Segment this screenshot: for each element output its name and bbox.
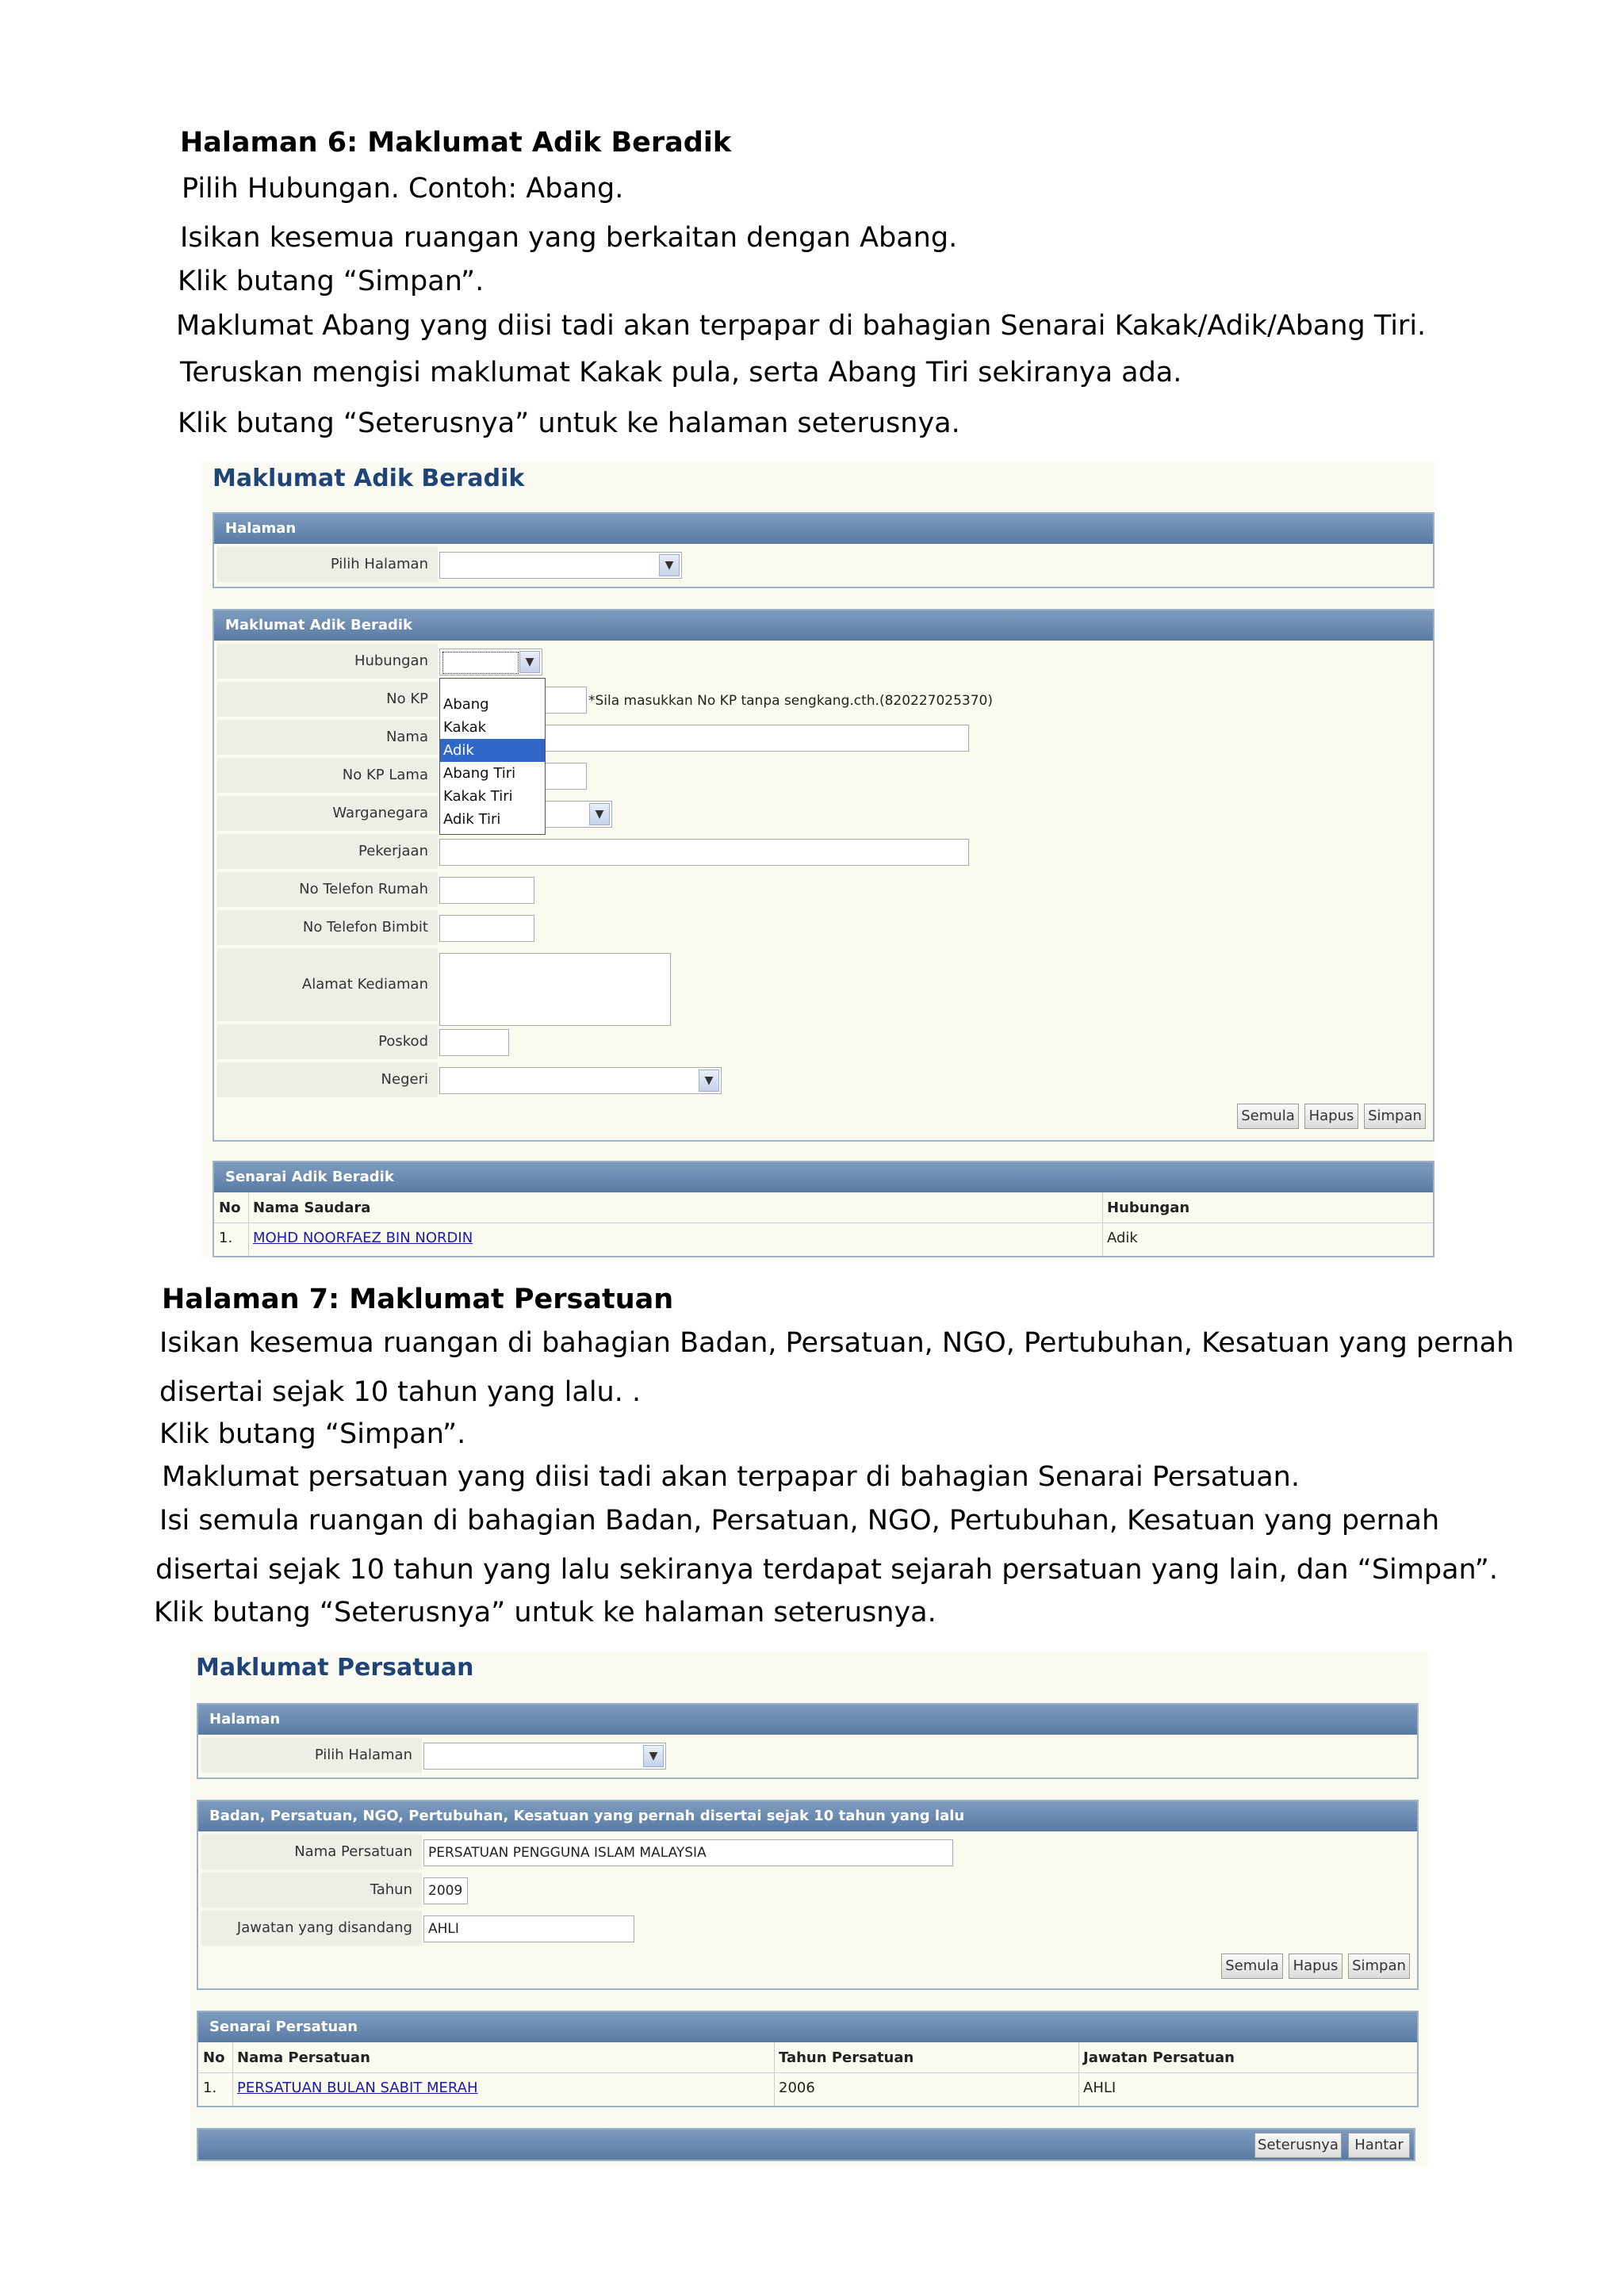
pilih-halaman-select[interactable]	[439, 552, 682, 579]
nama-persatuan-link[interactable]: PERSATUAN BULAN SABIT MERAH	[237, 2080, 478, 2096]
poskod-input[interactable]	[439, 1029, 509, 1056]
column-divider	[1078, 2042, 1079, 2106]
simpan-button[interactable]: Simpan	[1348, 1954, 1410, 1979]
jawatan-label: Jawatan yang disandang	[201, 1911, 422, 1946]
panel-header: Senarai Adik Beradik	[214, 1162, 1433, 1192]
instruction-line: Maklumat Abang yang diisi tadi akan terpapar di bahagian Senarai Kakak/Adik/Abang Tiri.	[176, 310, 1427, 342]
column-header: No	[203, 2049, 225, 2066]
footer-bar	[197, 2128, 1415, 2161]
row-divider	[198, 2072, 1417, 2073]
hapus-button[interactable]: Hapus	[1304, 1104, 1358, 1129]
pilih-halaman-select[interactable]	[423, 1743, 666, 1770]
jawatan-input[interactable]: AHLI	[423, 1915, 634, 1942]
form-title: Maklumat Persatuan	[196, 1654, 474, 1682]
persatuan-detail-panel	[197, 1800, 1419, 1990]
form-title: Maklumat Adik Beradik	[213, 465, 525, 492]
instruction-line: Isi semula ruangan di bahagian Badan, Persatuan, NGO, Pertubuhan, Kesatuan yang pernah	[159, 1505, 1440, 1536]
chevron-down-icon[interactable]: ▼	[519, 651, 540, 673]
halaman-panel	[197, 1703, 1419, 1779]
hubungan-dropdown-list	[439, 678, 546, 835]
panel-header: Senarai Persatuan	[198, 2012, 1417, 2042]
panel-header: Maklumat Adik Beradik	[214, 610, 1433, 641]
column-header: Nama Persatuan	[237, 2049, 370, 2066]
instruction-line: Klik butang “Seterusnya” untuk ke halaman seterusnya.	[178, 408, 960, 439]
column-divider	[232, 2042, 233, 2106]
hubungan-option-selected[interactable]: Adik	[440, 739, 545, 762]
hantar-button[interactable]: Hantar	[1348, 2133, 1410, 2158]
column-header: Tahun Persatuan	[779, 2049, 914, 2066]
pilih-halaman-label: Pilih Halaman	[201, 1738, 422, 1773]
negeri-label: Negeri	[217, 1062, 438, 1097]
simpan-button[interactable]: Simpan	[1364, 1104, 1426, 1129]
seterusnya-button[interactable]: Seterusnya	[1254, 2133, 1342, 2158]
adik-beradik-detail-panel	[213, 609, 1434, 1142]
focus-outline	[442, 652, 519, 674]
panel-header: Halaman	[214, 514, 1433, 544]
instruction-line: Isikan kesemua ruangan di bahagian Badan, Persatuan, NGO, Pertubuhan, Kesatuan yang pernah	[159, 1327, 1515, 1359]
hubungan-option[interactable]: Abang Tiri	[443, 765, 516, 782]
halaman-panel	[213, 512, 1434, 588]
nama-persatuan-input[interactable]: PERSATUAN PENGGUNA ISLAM MALAYSIA	[423, 1839, 953, 1866]
hubungan-option[interactable]: Abang	[443, 696, 489, 713]
column-header: No	[219, 1200, 241, 1216]
column-header: Hubungan	[1107, 1200, 1190, 1216]
column-header: Nama Saudara	[253, 1200, 371, 1216]
instruction-line: Klik butang “Simpan”.	[178, 266, 485, 297]
column-header: Jawatan Persatuan	[1083, 2049, 1235, 2066]
no-tel-rumah-input[interactable]	[439, 877, 534, 904]
negeri-select[interactable]	[439, 1067, 722, 1094]
senarai-persatuan-panel	[197, 2011, 1419, 2107]
column-divider	[248, 1192, 249, 1256]
row-number: 1.	[219, 1230, 233, 1246]
jawatan-persatuan-cell: AHLI	[1083, 2080, 1116, 2096]
section7-heading: Halaman 7: Maklumat Persatuan	[162, 1284, 674, 1315]
instruction-line: Isikan kesemua ruangan yang berkaitan dengan Abang.	[180, 222, 958, 254]
hubungan-label: Hubungan	[217, 644, 438, 679]
chevron-down-icon[interactable]: ▼	[699, 1070, 719, 1092]
instruction-line: Klik butang “Seterusnya” untuk ke halaman seterusnya.	[154, 1597, 936, 1628]
hapus-button[interactable]: Hapus	[1289, 1954, 1342, 1979]
hubungan-option[interactable]: Kakak	[443, 719, 487, 736]
nama-persatuan-label: Nama Persatuan	[201, 1835, 422, 1869]
section6-heading: Halaman 6: Maklumat Adik Beradik	[180, 127, 732, 159]
senarai-adik-beradik-panel	[213, 1161, 1434, 1257]
row-number: 1.	[203, 2080, 217, 2096]
panel-header: Halaman	[198, 1705, 1417, 1735]
nama-label: Nama	[217, 720, 438, 755]
column-divider	[774, 2042, 775, 2106]
instruction-line: Pilih Hubungan. Contoh: Abang.	[182, 173, 624, 205]
poskod-label: Poskod	[217, 1024, 438, 1059]
no-kp-hint: *Sila masukkan No KP tanpa sengkang.cth.(820227025370)	[588, 693, 994, 709]
pekerjaan-input[interactable]	[439, 839, 969, 866]
semula-button[interactable]: Semula	[1237, 1104, 1299, 1129]
semula-button[interactable]: Semula	[1221, 1954, 1283, 1979]
no-tel-bimbit-input[interactable]	[439, 915, 534, 942]
chevron-down-icon[interactable]: ▼	[659, 554, 680, 576]
nama-saudara-link[interactable]: MOHD NOORFAEZ BIN NORDIN	[253, 1230, 473, 1246]
alamat-label: Alamat Kediaman	[217, 948, 438, 1021]
hubungan-option[interactable]: Adik Tiri	[443, 811, 501, 828]
chevron-down-icon[interactable]: ▼	[643, 1745, 664, 1767]
no-kp-label: No KP	[217, 682, 438, 717]
no-tel-rumah-label: No Telefon Rumah	[217, 872, 438, 907]
tahun-label: Tahun	[201, 1873, 422, 1908]
hubungan-cell: Adik	[1107, 1230, 1138, 1246]
instruction-line: disertai sejak 10 tahun yang lalu. .	[159, 1376, 642, 1408]
instruction-line: Maklumat persatuan yang diisi tadi akan terpapar di bahagian Senarai Persatuan.	[162, 1461, 1300, 1493]
instruction-line: disertai sejak 10 tahun yang lalu sekiranya terdapat sejarah persatuan yang lain, dan “Simpan”.	[155, 1554, 1499, 1586]
pilih-halaman-label: Pilih Halaman	[217, 547, 438, 582]
tahun-persatuan-cell: 2006	[779, 2080, 815, 2096]
alamat-textarea[interactable]	[439, 953, 671, 1026]
instruction-line: Klik butang “Simpan”.	[159, 1418, 466, 1450]
column-divider	[1102, 1192, 1103, 1256]
pekerjaan-label: Pekerjaan	[217, 834, 438, 869]
chevron-down-icon[interactable]: ▼	[589, 803, 610, 825]
tahun-input[interactable]: 2009	[423, 1877, 468, 1904]
no-tel-bimbit-label: No Telefon Bimbit	[217, 910, 438, 945]
panel-header: Badan, Persatuan, NGO, Pertubuhan, Kesatuan yang pernah disertai sejak 10 tahun yang lalu	[198, 1801, 1417, 1831]
warganegara-label: Warganegara	[217, 796, 438, 831]
no-kp-lama-label: No KP Lama	[217, 758, 438, 793]
hubungan-select[interactable]	[439, 649, 542, 675]
instruction-line: Teruskan mengisi maklumat Kakak pula, serta Abang Tiri sekiranya ada.	[180, 357, 1182, 388]
hubungan-option[interactable]: Kakak Tiri	[443, 788, 513, 805]
